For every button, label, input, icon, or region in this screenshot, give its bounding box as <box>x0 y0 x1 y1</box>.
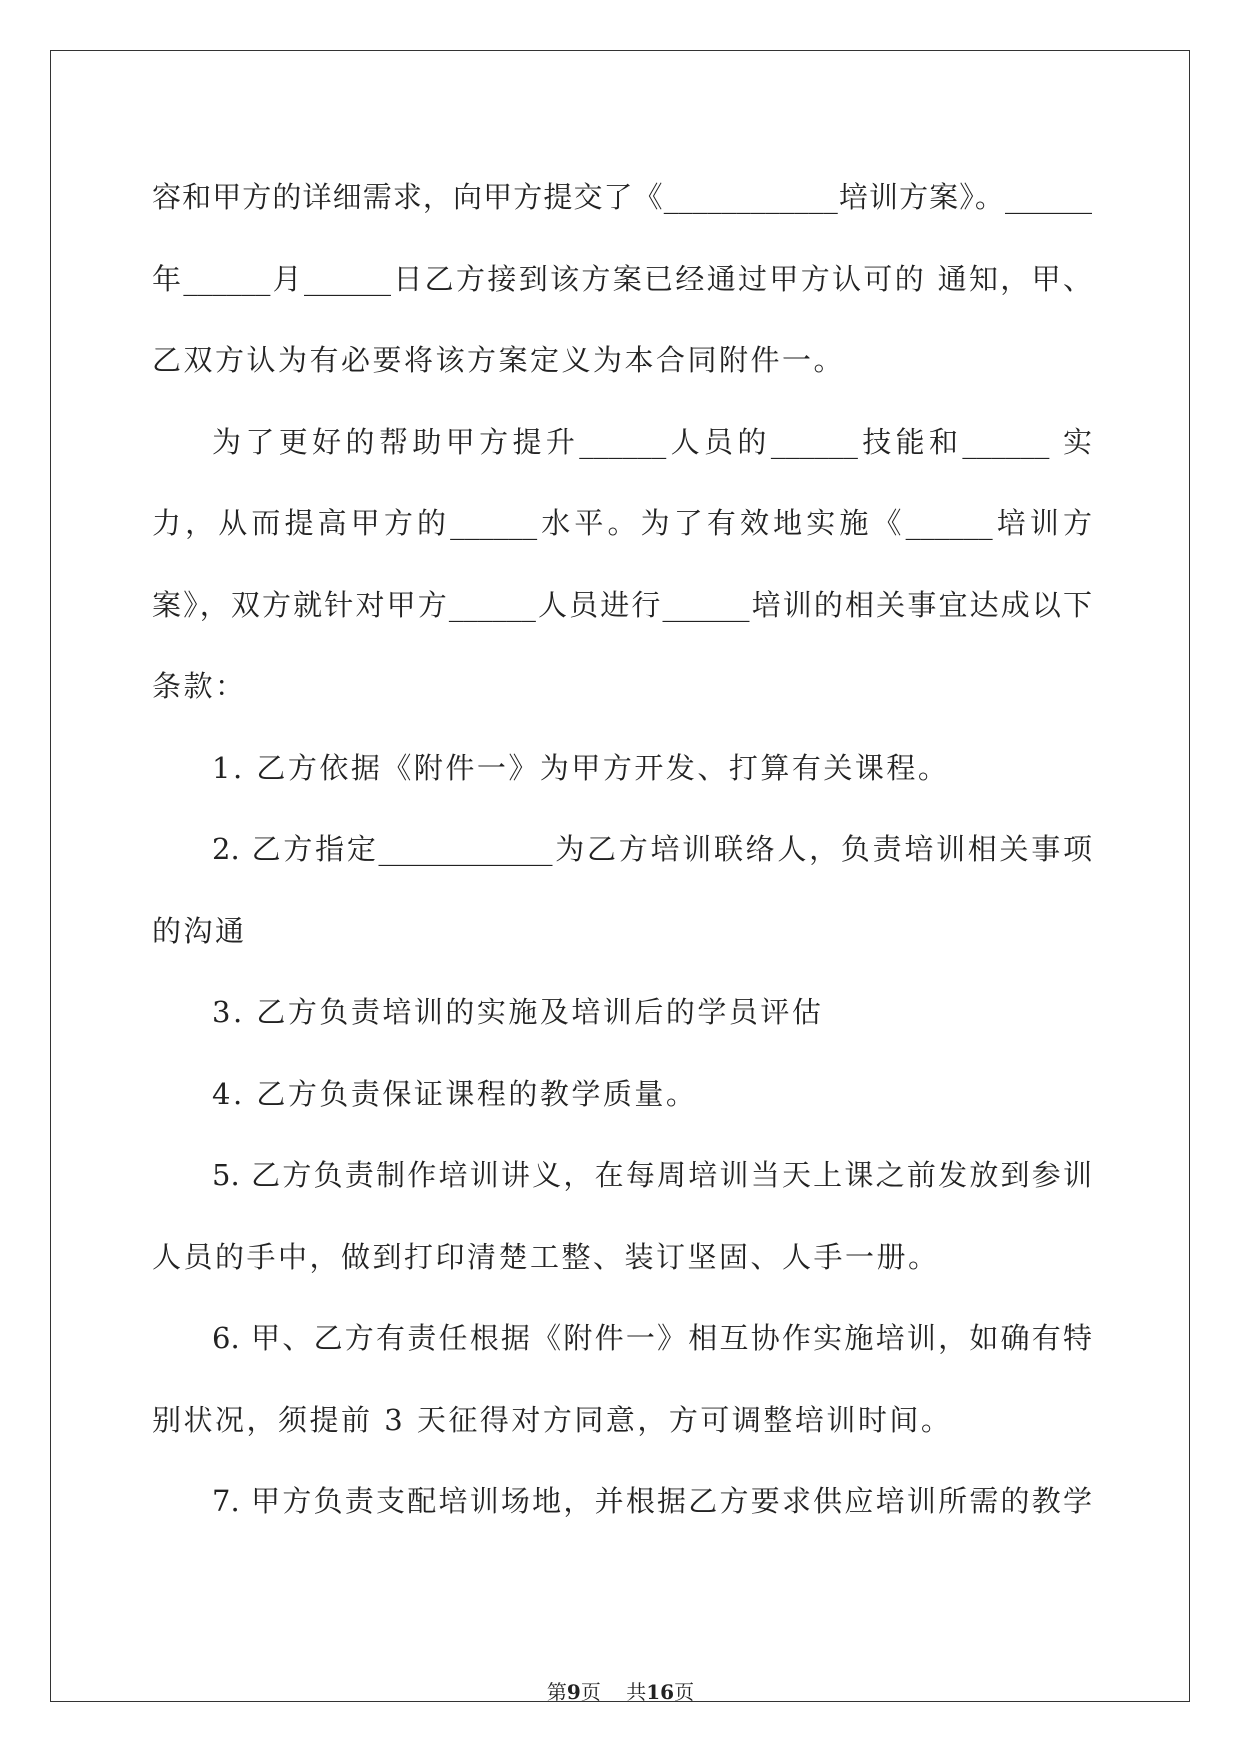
clause-3: 3. 乙方负责培训的实施及培训后的学员评估 <box>212 995 824 1029</box>
text-line-3: 乙双方认为有必要将该方案定义为本合同附件一。 <box>152 343 846 377</box>
clause-6: 6. 甲、乙方有责任根据《附件一》相互协作实施培训，如确有特 <box>212 1321 1092 1355</box>
footer-total-pages: 16 <box>646 1680 675 1704</box>
text-line-7: 条款： <box>152 669 247 703</box>
clause-2: 2. 乙方指定____________为乙方培训联络人，负责培训相关事项 <box>212 832 1092 866</box>
footer-prefix: 第 <box>546 1680 567 1704</box>
clause-7: 7. 甲方负责支配培训场地，并根据乙方要求供应培训所需的教学 <box>212 1484 1092 1518</box>
text-line-4: 为了更好的帮助甲方提升______人员的______技能和______ 实 <box>212 424 1092 459</box>
clause-1: 1. 乙方依据《附件一》为甲方开发、打算有关课程。 <box>212 750 950 785</box>
clause-5: 5. 乙方负责制作培训讲义，在每周培训当天上课之前发放到参训 <box>212 1158 1092 1192</box>
text-line-2: 年______月______日乙方接到该方案已经通过甲方认可的 通知，甲、 <box>152 261 1092 296</box>
footer-middle: 页 共 <box>580 1680 647 1704</box>
clause-4: 4. 乙方负责保证课程的教学质量。 <box>212 1076 698 1111</box>
footer-suffix: 页 <box>674 1680 695 1704</box>
clause-2-cont: 的沟通 <box>152 913 247 948</box>
clause-6-cont: 别状况，须提前 3 天征得对方同意，方可调整培训时间。 <box>152 1402 953 1437</box>
text-line-6: 案》，双方就针对甲方______人员进行______培训的相关事宜达成以下 <box>152 587 1092 622</box>
text-line-1: 容和甲方的详细需求，向甲方提交了《____________培训方案》。______ <box>152 180 1092 214</box>
footer-page-number: 9 <box>566 1680 581 1704</box>
page-footer <box>0 1676 1241 1705</box>
text-line-5: 力，从而提高甲方的______水平。为了有效地实施《______培训方 <box>152 506 1092 540</box>
clause-5-cont: 人员的手中，做到打印清楚工整、装订坚固、人手一册。 <box>152 1239 940 1274</box>
document-body <box>152 157 1092 1543</box>
